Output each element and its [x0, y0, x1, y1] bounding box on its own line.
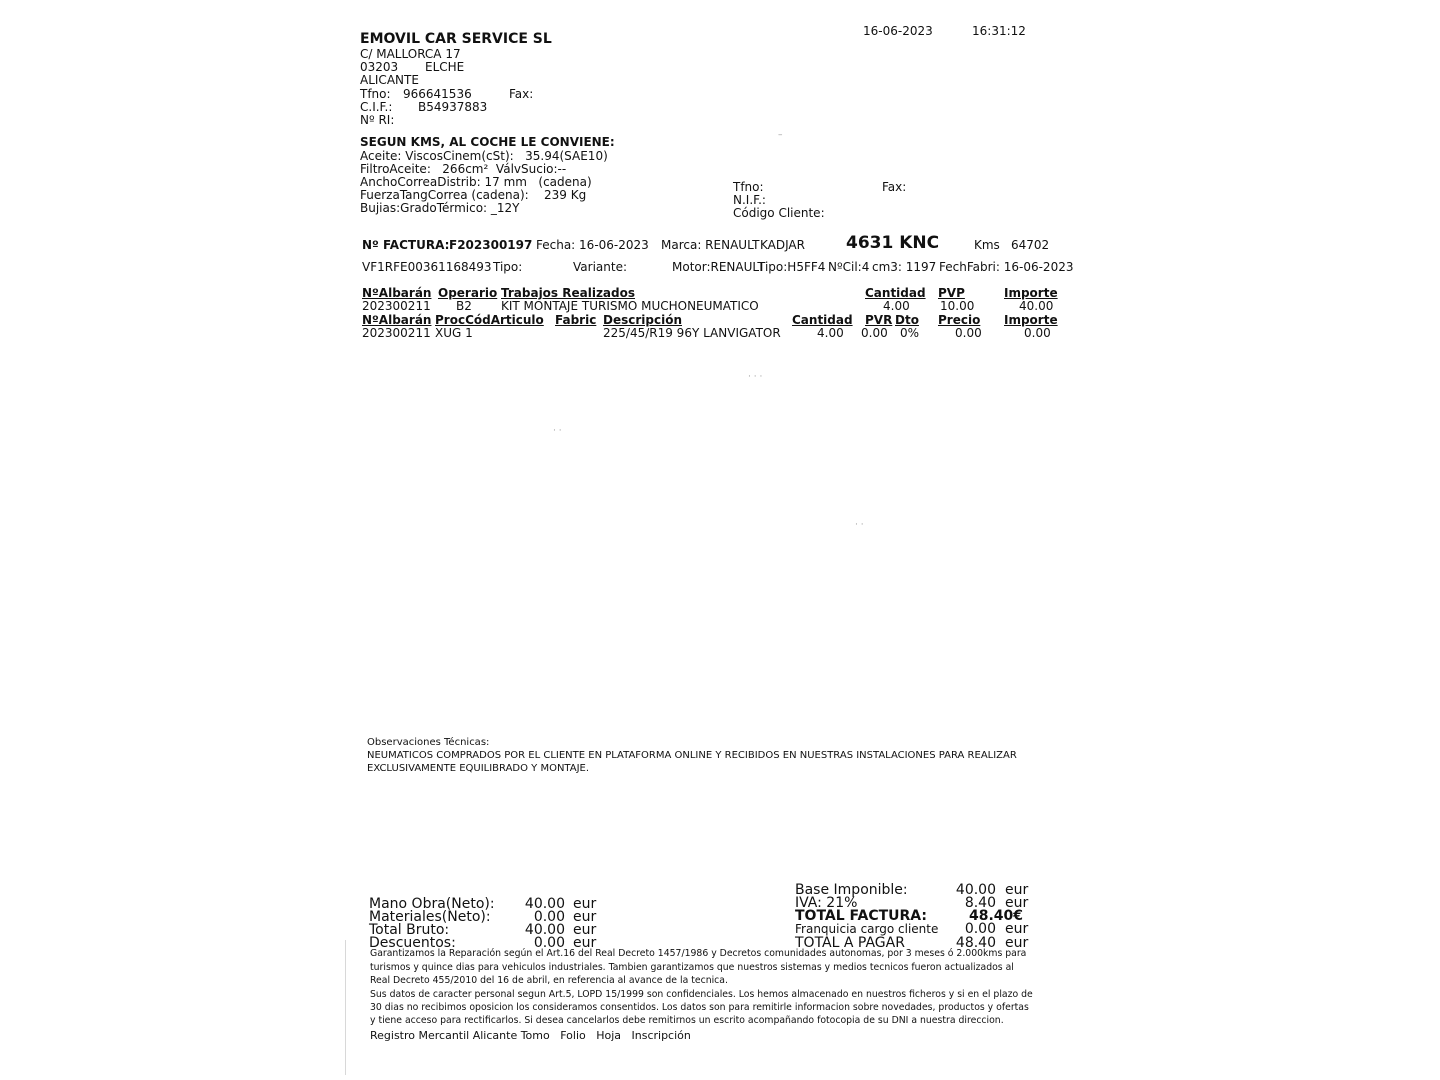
- total-a-pagar-value: 48.40: [955, 935, 996, 951]
- company-city: ELCHE: [425, 60, 465, 74]
- labor-row-operario: B2: [456, 299, 472, 313]
- labor-header-operario: Operario: [438, 286, 498, 300]
- iva-value: 8.40: [964, 895, 996, 911]
- total-bruto-value: 40.00: [524, 922, 565, 938]
- legal-line: turismos y quince dias para vehiculos industriales. Tambien garantizamos que nuestros sistemas y medios tecnicos fueron actualizados al: [370, 962, 1014, 973]
- vehicle-plate: 4631 KNC: [846, 233, 940, 253]
- total-factura-label: TOTAL FACTURA:: [795, 908, 928, 924]
- labor-row-albaran: 202300211: [362, 299, 431, 313]
- franquicia-label: Franquicia cargo cliente: [795, 922, 939, 936]
- total-factura-value: 48.40€: [968, 908, 1023, 924]
- recommendation-line: FuerzaTangCorrea (cadena): 239 Kg: [360, 188, 587, 202]
- kms-value: 64702: [1011, 238, 1050, 252]
- recommendation-line: AnchoCorreaDistrib: 17 mm (cadena): [360, 175, 592, 189]
- invoice-number: F202300197: [449, 238, 533, 252]
- materiales-label: Materiales(Neto):: [369, 909, 491, 925]
- recommendation-line: Aceite: ViscosCinem(cSt): 35.94(SAE10): [360, 149, 608, 163]
- labor-row-cantidad: 4.00: [883, 299, 910, 313]
- vehicle-variant-label: Variante:: [573, 260, 627, 274]
- mano-obra-value: 40.00: [524, 896, 565, 912]
- labor-row-trabajos: KIT MONTAJE TURISMO MUCHONEUMATICO: [501, 299, 759, 313]
- base-imponible-label: Base Imponible:: [795, 882, 908, 898]
- labor-row-pvp: 10.00: [940, 299, 975, 313]
- legal-line: Garantizamos la Reparación según el Art.16 del Real Decreto 1457/1986 y Decretos comunidades autonomas, por 3 meses ó 2.000kms para: [370, 948, 1027, 959]
- franquicia-value: 0.00: [964, 921, 996, 937]
- parts-header-importe: Importe: [1004, 313, 1058, 327]
- observations-line: EXCLUSIVAMENTE EQUILIBRADO Y MONTAJE.: [367, 763, 590, 774]
- legal-line: 30 dias no recibimos oposicion los consideramos consentidos. Los datos son para remitirle informacion sobre novedades, productos y ofertas: [370, 1002, 1029, 1013]
- company-tel: 966641536: [403, 87, 472, 101]
- vehicle-motor-type: Tipo:H5FF4: [758, 260, 826, 274]
- base-imponible-unit: eur: [1005, 882, 1029, 898]
- total-bruto-unit: eur: [573, 922, 597, 938]
- iva-label: IVA: 21%: [795, 895, 858, 911]
- vehicle-motor: Motor:RENAULT: [672, 260, 765, 274]
- labor-header-importe: Importe: [1004, 286, 1058, 300]
- parts-header-cantidad: Cantidad: [792, 313, 853, 327]
- vehicle-vin: VF1RFE00361168493: [362, 260, 492, 274]
- iva-unit: eur: [1005, 895, 1029, 911]
- parts-row-proc: XUG 1: [435, 326, 473, 340]
- kms-label: Kms: [974, 238, 1000, 252]
- invoice-number-label: Nº FACTURA:: [362, 238, 450, 252]
- vehicle-cm3: cm3: 1197: [872, 260, 937, 274]
- parts-header-albaran: NºAlbarán: [362, 313, 432, 327]
- registro-mercantil: Registro Mercantil Alicante Tomo Folio Hoja Inscripción: [370, 1029, 691, 1042]
- company-province: ALICANTE: [360, 73, 419, 87]
- labor-header-albaran: NºAlbarán: [362, 286, 432, 300]
- recommendation-title: SEGUN KMS, AL COCHE LE CONVIENE:: [360, 135, 615, 149]
- scan-edge-line: [345, 940, 346, 1075]
- scan-speck: · · ·: [748, 372, 763, 382]
- parts-header-pvr: PVR: [865, 313, 893, 327]
- materiales-unit: eur: [573, 909, 597, 925]
- labor-header-cantidad: Cantidad: [865, 286, 926, 300]
- observations-line: NEUMATICOS COMPRADOS POR EL CLIENTE EN PLATAFORMA ONLINE Y RECIBIDOS EN NUESTRAS INSTALACIONES PARA REALIZAR: [367, 750, 1017, 761]
- company-fax-label: Fax:: [509, 87, 534, 101]
- company-tel-label: Tfno:: [360, 87, 391, 101]
- parts-header-dto: Dto: [895, 313, 919, 327]
- legal-line: Real Decreto 455/2010 del 16 de abril, en referencia al avance de la tecnica.: [370, 975, 728, 986]
- company-ri-label: Nº RI:: [360, 113, 395, 127]
- descuentos-value: 0.00: [533, 935, 565, 951]
- base-imponible-value: 40.00: [955, 882, 996, 898]
- total-a-pagar-label: TOTAL A PAGAR: [795, 935, 905, 951]
- franquicia-unit: eur: [1005, 921, 1029, 937]
- mano-obra-unit: eur: [573, 896, 597, 912]
- parts-row-descripcion: 225/45/R19 96Y LANVIGATOR: [603, 326, 781, 340]
- total-bruto-label: Total Bruto:: [369, 922, 450, 938]
- materiales-value: 0.00: [533, 909, 565, 925]
- mano-obra-label: Mano Obra(Neto):: [369, 896, 495, 912]
- company-address: C/ MALLORCA 17: [360, 47, 461, 61]
- parts-row-albaran: 202300211: [362, 326, 431, 340]
- labor-row-importe: 40.00: [1019, 299, 1054, 313]
- client-nif-label: N.I.F.:: [733, 193, 766, 207]
- scan-speck: · ·: [553, 426, 562, 436]
- company-name: EMOVIL CAR SERVICE SL: [360, 31, 552, 47]
- parts-row-precio: 0.00: [955, 326, 982, 340]
- scan-speck: –: [778, 130, 783, 140]
- parts-header-precio: Precio: [938, 313, 981, 327]
- parts-header-proc: ProcCódArticulo: [435, 313, 544, 327]
- parts-row-cantidad: 4.00: [817, 326, 844, 340]
- vehicle-brand: Marca: RENAULT: [661, 238, 760, 252]
- print-time: 16:31:12: [972, 24, 1026, 38]
- vehicle-cylinders: NºCil:4: [828, 260, 870, 274]
- labor-header-trabajos: Trabajos Realizados: [501, 286, 636, 300]
- scan-speck: · ·: [855, 520, 864, 530]
- company-postal-code: 03203: [360, 60, 399, 74]
- parts-row-pvr: 0.00: [861, 326, 888, 340]
- descuentos-unit: eur: [573, 935, 597, 951]
- parts-row-dto: 0%: [900, 326, 920, 340]
- recommendation-line: Bujias:GradoTérmico: _12Y: [360, 201, 520, 215]
- recommendation-line: FiltroAceite: 266cm² VálvSucio:--: [360, 162, 567, 176]
- vehicle-type-label: Tipo:: [493, 260, 523, 274]
- client-fax-label: Fax:: [882, 180, 907, 194]
- client-code-label: Código Cliente:: [733, 206, 825, 220]
- invoice-date: Fecha: 16-06-2023: [536, 238, 649, 252]
- labor-header-pvp: PVP: [938, 286, 965, 300]
- company-cif-label: C.I.F.:: [360, 100, 393, 114]
- vehicle-model: KADJAR: [760, 238, 805, 252]
- total-a-pagar-unit: eur: [1005, 935, 1029, 951]
- vehicle-fech-fabri: FechFabri: 16-06-2023: [939, 260, 1074, 274]
- client-tel-label: Tfno:: [733, 180, 764, 194]
- descuentos-label: Descuentos:: [369, 935, 456, 951]
- print-date: 16-06-2023: [863, 24, 933, 38]
- legal-line: y tiene acceso para rectificarlos. Si desea cancelarlos debe remitirnos un escrito acompañando fotocopia de su DNI a nuestra direccion.: [370, 1015, 1004, 1026]
- legal-line: Sus datos de caracter personal segun Art.5, LOPD 15/1999 son confidenciales. Los hemos almacenado en nuestros ficheros y si en el plazo de: [370, 989, 1033, 1000]
- parts-header-descripcion: Descripción: [603, 313, 682, 327]
- observations-title: Observaciones Técnicas:: [367, 737, 490, 748]
- company-cif: B54937883: [418, 100, 488, 114]
- parts-header-fabric: Fabric: [555, 313, 597, 327]
- parts-row-importe: 0.00: [1024, 326, 1051, 340]
